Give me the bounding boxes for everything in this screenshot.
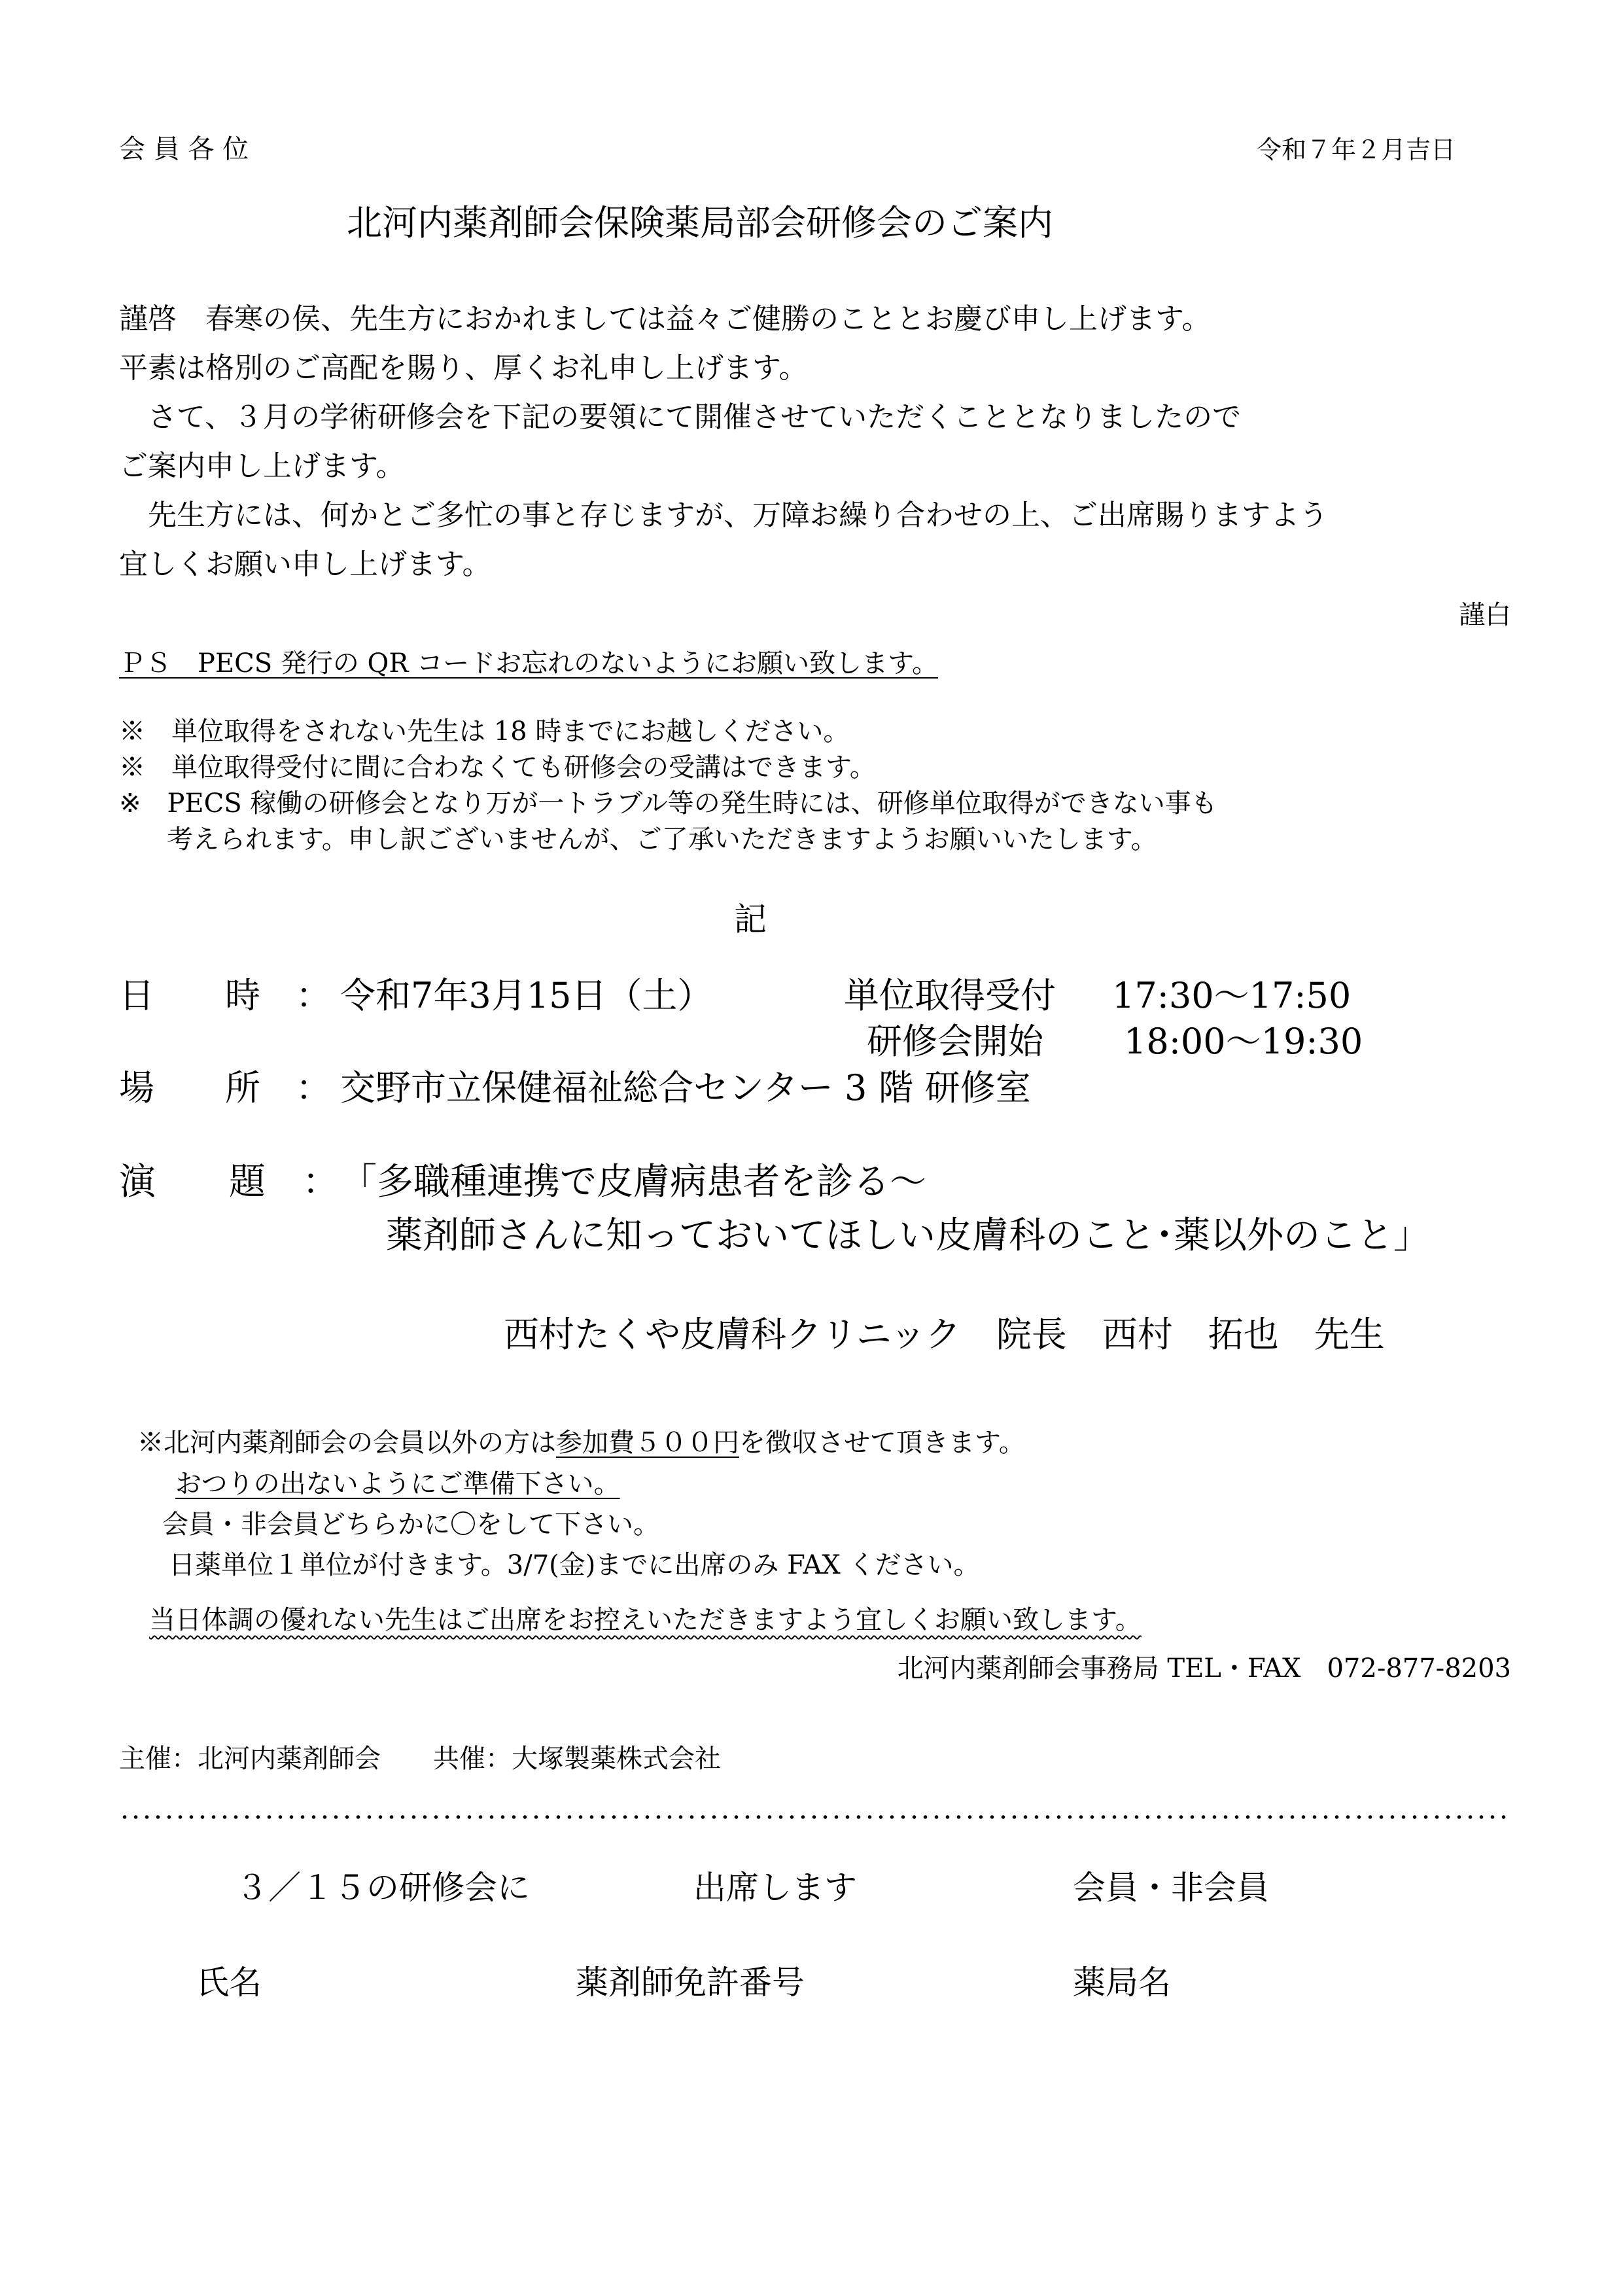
topic-line-1: 「多職種連携で皮膚病患者を診る～ (340, 1161, 926, 1203)
datetime-value: 令和7年3月15日（土） (340, 975, 713, 1016)
note-line-3: ※ PECS 稼働の研修会となり万が一トラブル等の発生時には、研修単位取得ができない事も (119, 788, 1217, 819)
license-label: 薬剤師免許番号 (576, 1964, 805, 2002)
fee-line-4: 日薬単位１単位が付きます。3/7(金)までに出席のみ FAX ください。 (169, 1550, 980, 1580)
contact-info: 北河内薬剤師会事務局 TEL・FAX 072-877-8203 (897, 1653, 1511, 1684)
note-line-1: ※ 単位取得をされない先生は 18 時までにお越しください。 (119, 716, 850, 747)
greeting-line-6: 宜しくお願い申し上げます。 (119, 548, 491, 581)
start-time: 18:00～19:30 (1124, 1021, 1363, 1062)
ki-heading: 記 (734, 900, 767, 938)
greeting-line-2: 平素は格別のご高配を賜り、厚くお礼申し上げます。 (119, 351, 808, 385)
pharmacy-label: 薬局名 (1073, 1964, 1171, 2002)
fee-amount: 参加費５００円 (556, 1428, 739, 1458)
fee-line-3: 会員・非会員どちらかに〇をして下さい。 (162, 1510, 659, 1540)
fee-line-1 (137, 1430, 1025, 1456)
greeting-line-5: 先生方には、何かとご多忙の事と存じますが、万障お繰り合わせの上、ご出席賜りますよう (119, 499, 1328, 532)
organizer: 主催：北河内薬剤師会 共催：大塚製薬株式会社 (119, 1744, 721, 1774)
place-label: 場 所 ： (119, 1067, 331, 1108)
greeting-line-1: 謹啓 春寒の侯、先生方におかれましては益々ご健勝のこととお慶び申し上げます。 (119, 302, 1211, 336)
reply-attend: 出席します (693, 1869, 857, 1907)
addressee: 会 員 各 位 (119, 134, 249, 164)
topic-label: 演 題 ： (119, 1161, 339, 1203)
fee-line-5: 当日体調の優れない先生はご出席をお控えいただきますよう宜しくお願い致します。 (149, 1605, 1142, 1635)
issue-date: 令和７年２月吉日 (1256, 135, 1456, 164)
fee-line-1-end: を徴収させて頂きます。 (739, 1428, 1025, 1458)
page-title: 北河内薬剤師会保険薬局部会研修会のご案内 (347, 202, 1053, 243)
note-line-4: 考えられます。申し訳ございませんが、ご了承いただきますようお願いいたします。 (167, 824, 1157, 855)
place-value: 交野市立保健福祉総合センター 3 階 研修室 (340, 1067, 1031, 1108)
fee-line-2: おつりの出ないようにご準備下さい。 (175, 1469, 620, 1499)
note-line-2: ※ 単位取得受付に間に合わなくても研修会の受講はできます。 (119, 752, 876, 783)
ps-note: ＰＳ PECS 発行の QR コードお忘れのないようにお願い致します。 (119, 648, 938, 679)
reply-membership: 会員・非会員 (1073, 1869, 1269, 1907)
reply-event: ３／１５の研修会に (236, 1869, 530, 1907)
fee-line-1-start: ※北河内薬剤師会の会員以外の方は (137, 1428, 556, 1458)
name-label: 氏名 (196, 1964, 262, 2002)
speaker: 西村たくや皮膚科クリニック 院長 西村 拓也 先生 (504, 1314, 1385, 1355)
closing-word: 謹白 (1459, 600, 1511, 630)
dotted-cut-line (119, 1814, 1511, 1820)
start-label: 研修会開始 (867, 1021, 1043, 1062)
reception-time: 17:30～17:50 (1112, 975, 1352, 1016)
greeting-line-4: ご案内申し上げます。 (119, 450, 405, 483)
reception-label: 単位取得受付 (844, 975, 1056, 1016)
topic-line-2: 薬剤師さんに知っておいてほしい皮膚科のこと･薬以外のこと」 (386, 1214, 1430, 1257)
datetime-label: 日 時 ： (119, 975, 331, 1016)
greeting-line-3: さて、３月の学術研修会を下記の要領にて開催させていただくこととなりましたので (119, 400, 1242, 434)
